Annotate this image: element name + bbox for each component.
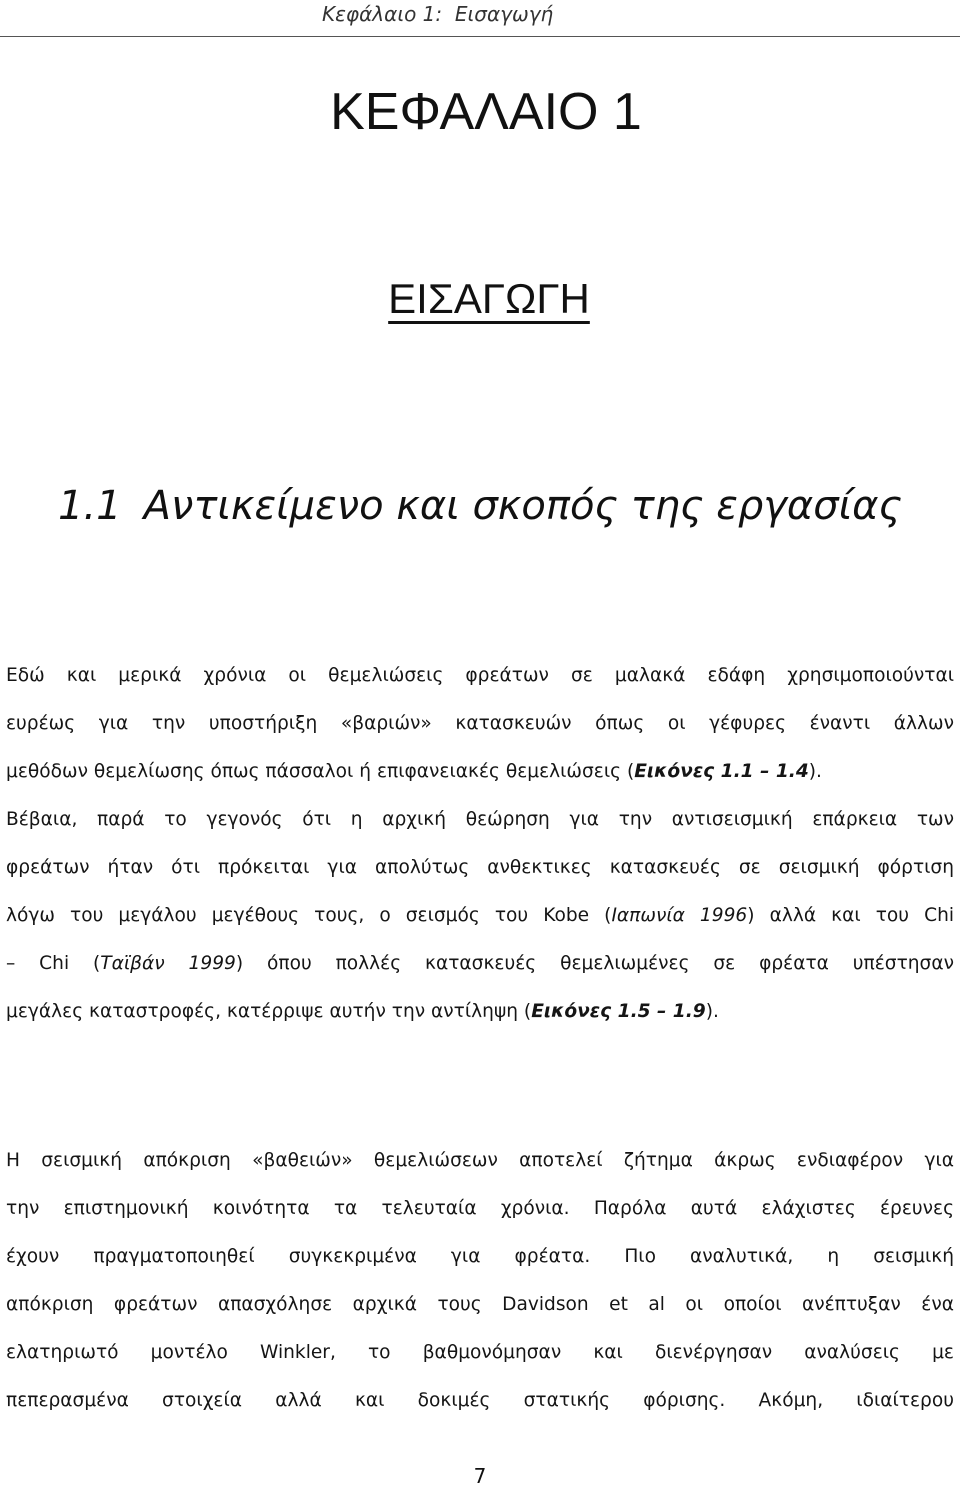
paragraph-line: Εδώ και μερικά χρόνια οι θεμελιώσεις φρεάτων σε μαλακά εδάφη χρησιμοποιούνται: [6, 665, 954, 686]
line-text: ).: [705, 1001, 719, 1022]
section-heading: [0, 478, 960, 534]
line-text: ) όπου πολλές κατασκευές θεμελιωμένες σε φρέατα υπέστησαν: [235, 953, 954, 974]
section-title: Αντικείμενο και σκοπός της εργασίας: [143, 483, 903, 529]
running-header: [0, 0, 960, 37]
line-text: ).: [808, 761, 822, 782]
figure-reference: Εικόνες 1.1 – 1.4: [634, 761, 809, 782]
paragraph-line: [6, 940, 954, 988]
line-text: μεθόδων θεμελίωσης όπως πάσσαλοι ή επιφανειακές θεμελιώσεις (: [6, 761, 635, 782]
section-number: 1.1: [57, 483, 122, 529]
line-text: λόγω του μεγάλου μεγέθους τους, ο σεισμός του Kobe (: [6, 905, 612, 926]
paragraph-seismic-response: [6, 1137, 954, 1425]
paragraph-line: φρεάτων ήταν ότι πρόκειται για απολύτως ανθεκτικες κατασκευές σε σεισμική φόρτιση: [6, 857, 954, 878]
line-text: ) αλλά και του Chi: [747, 905, 954, 926]
earthquake-location: Ταϊβάν 1999: [100, 953, 236, 974]
paragraph-line: ευρέως για την υποστήριξη «βαριών» κατασκευών όπως οι γέφυρες έναντι άλλων: [6, 713, 954, 734]
page-number: 7: [473, 1464, 487, 1488]
paragraph-line: έχουν πραγματοποιηθεί συγκεκριμένα για φρέατα. Πιο αναλυτικά, η σεισμική: [6, 1246, 954, 1267]
paragraph-line: Η σεισμική απόκριση «βαθειών» θεμελιώσεων αποτελεί ζήτημα άκρως ενδιαφέρον για: [6, 1150, 954, 1171]
paragraph-line: [6, 748, 954, 796]
paragraph-line: ελατηριωτό μοντέλο Winkler, το βαθμονόμησαν και διενέργησαν αναλύσεις με: [6, 1342, 954, 1363]
paragraph-line: Βέβαια, παρά το γεγονός ότι η αρχική θεώρηση για την αντισεισμική επάρκεια των: [6, 809, 954, 830]
earthquake-location: Ιαπωνία 1996: [611, 905, 748, 926]
figure-reference: Εικόνες 1.5 – 1.9: [531, 1001, 706, 1022]
paragraph-line: την επιστημονική κοινότητα τα τελευταία χρόνια. Παρόλα αυτά ελάχιστες έρευνες: [6, 1198, 954, 1219]
chapter-subtitle: ΕΙΣΑΓΩΓΗ: [388, 275, 590, 322]
line-text: – Chi (: [6, 953, 101, 974]
paragraph-line: πεπερασμένα στοιχεία αλλά και δοκιμές στατικής φόρισης. Ακόμη, ιδιαίτερου: [6, 1390, 954, 1411]
running-header-title: Κεφάλαιο 1: Εισαγωγή: [322, 2, 554, 26]
paragraph-line: [6, 988, 954, 1036]
paragraph-line: [6, 892, 954, 940]
paragraph-objective: [6, 652, 954, 1036]
line-text: μεγάλες καταστροφές, κατέρριψε αυτήν την αντίληψη (: [6, 1001, 532, 1022]
chapter-title: ΚΕΦΑΛΑΙΟ 1: [330, 83, 642, 141]
paragraph-line: απόκριση φρεάτων απασχόλησε αρχικά τους Davidson et al οι οποίοι ανέπτυξαν ένα: [6, 1294, 954, 1315]
